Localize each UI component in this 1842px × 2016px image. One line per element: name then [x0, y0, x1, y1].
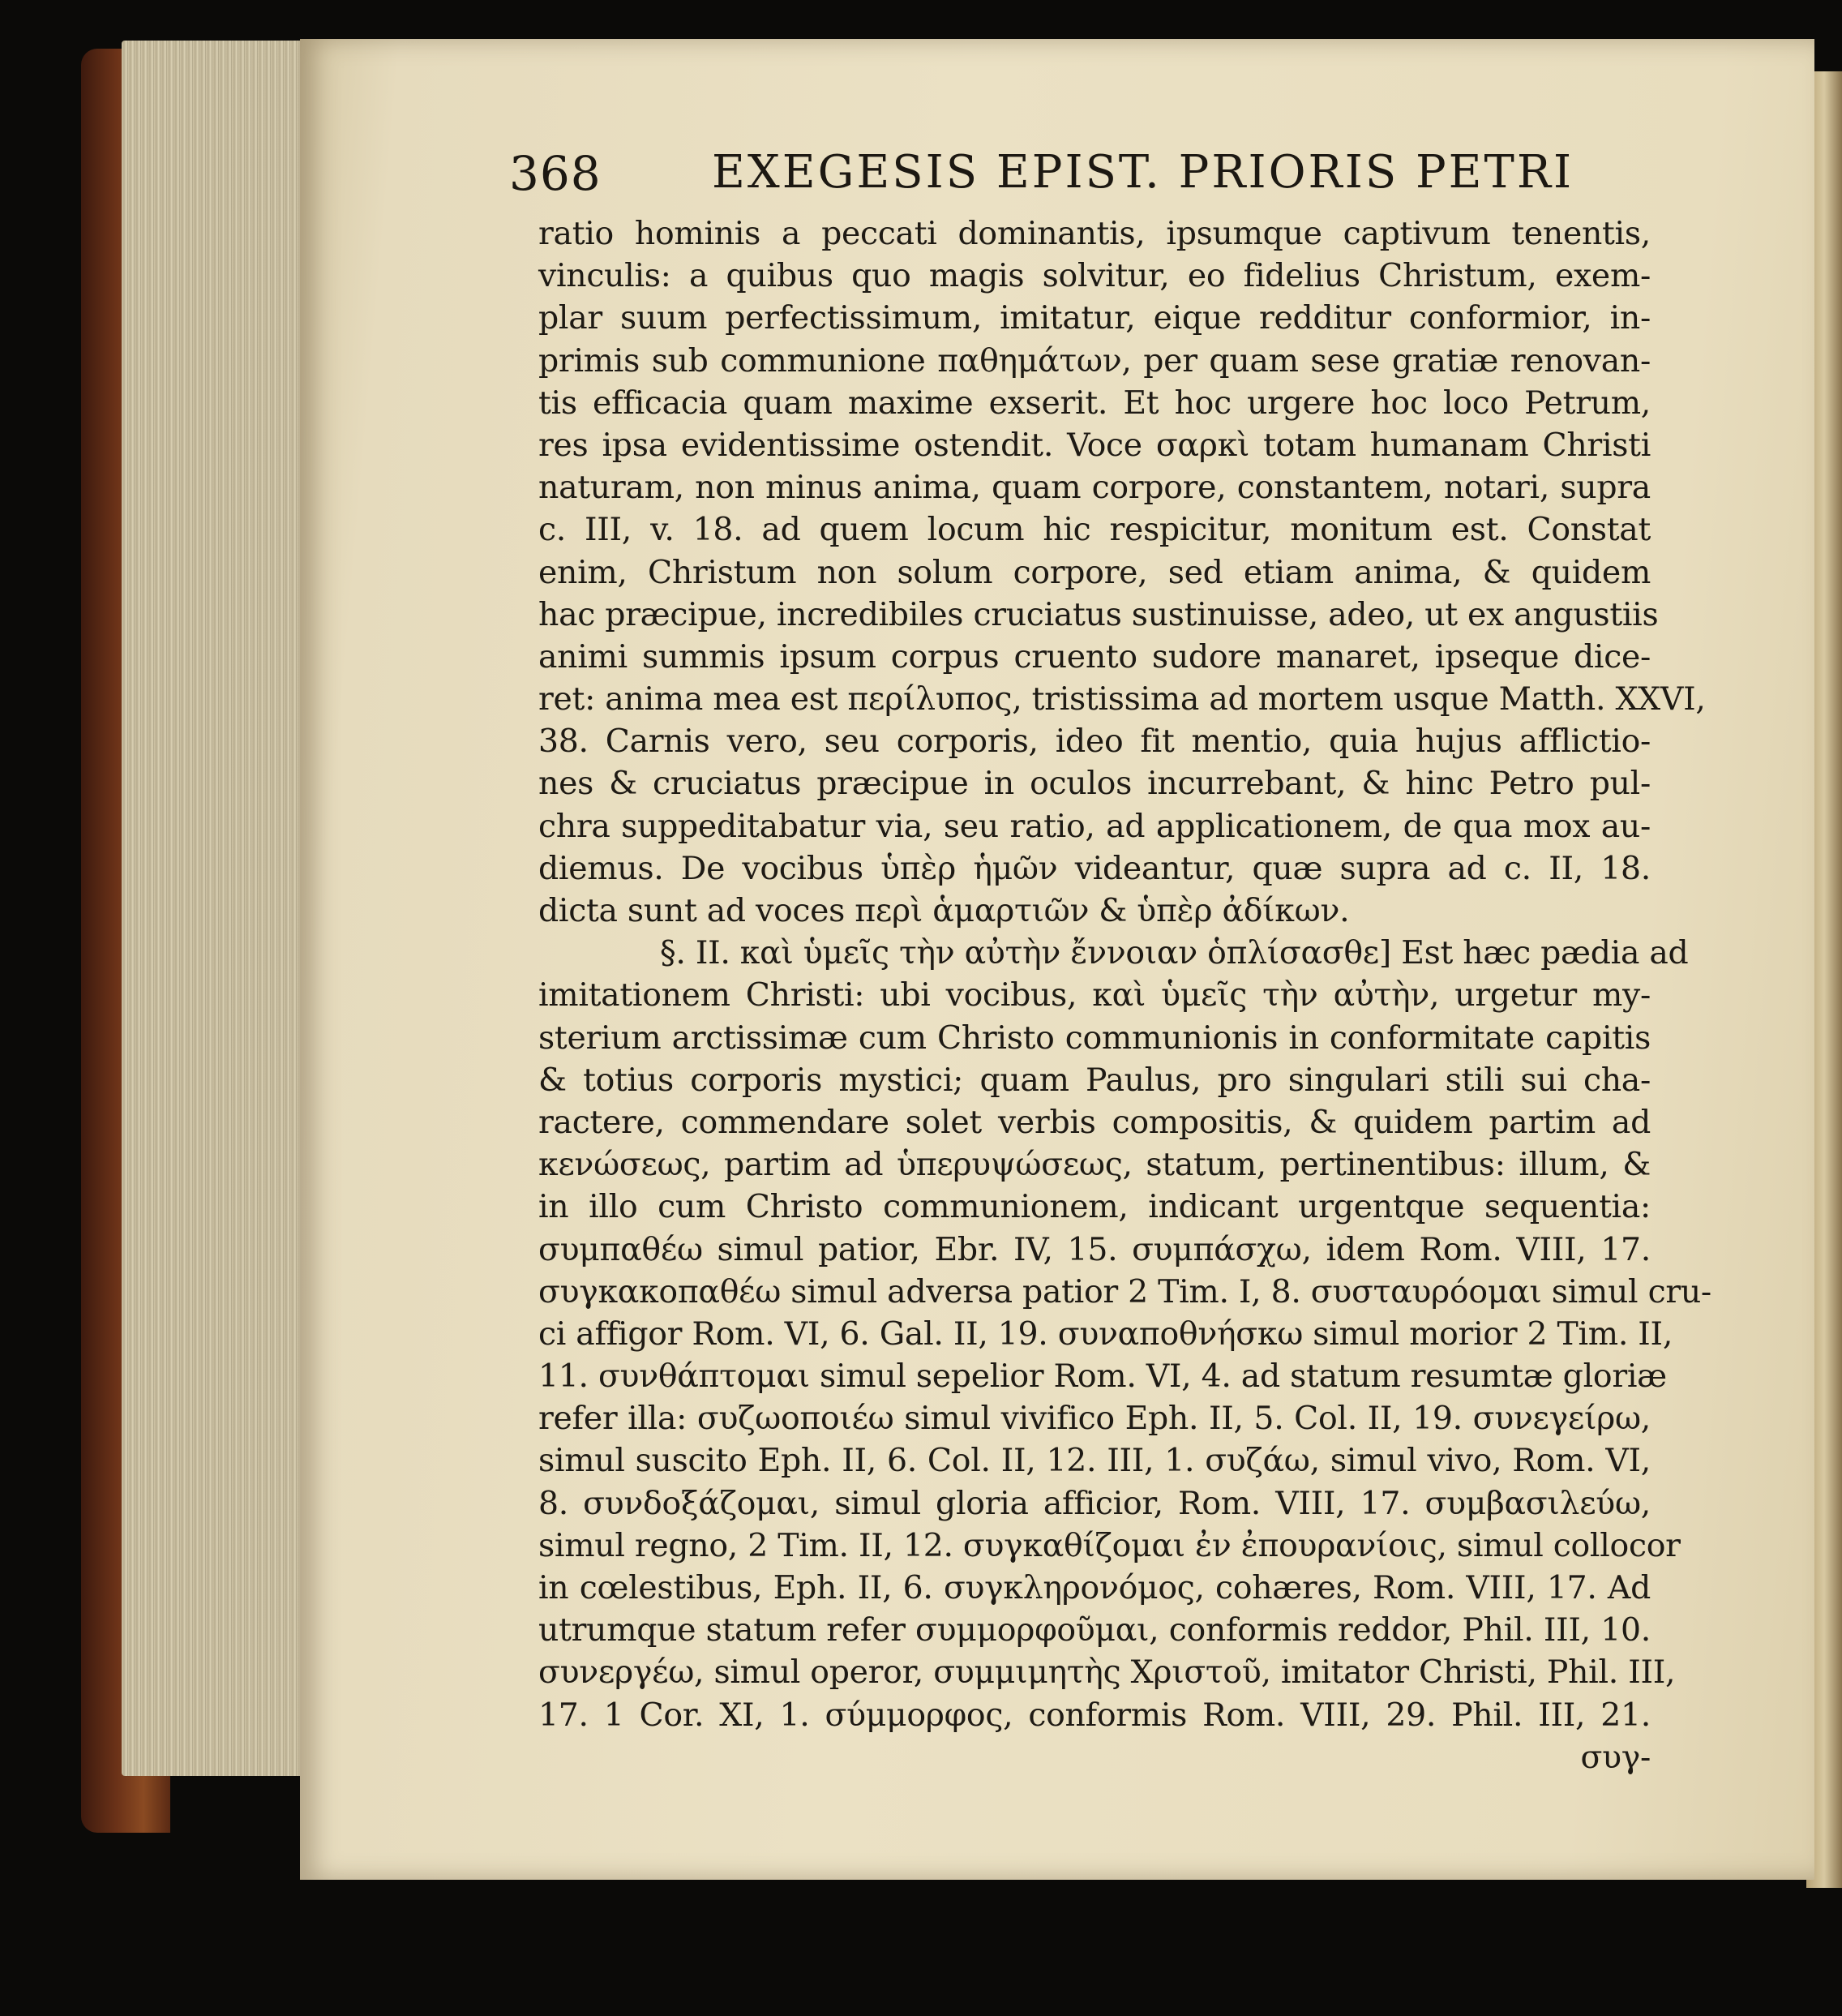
- text-line: συμπαθέω simul patior, Ebr. IV, 15. συμπάσχω, idem Rom. VIII, 17.: [538, 1230, 1651, 1268]
- text-line: c. III, v. 18. ad quem locum hic respicitur, monitum est. Constat: [538, 511, 1651, 549]
- text-line: tis efficacia quam maxime exserit. Et hoc urgere hoc loco Petrum,: [538, 384, 1651, 422]
- text-line: simul regno, 2 Tim. II, 12. συγκαθίζομαι ἐν ἐπουρανίοις, simul collocor: [538, 1526, 1681, 1564]
- body-text: [538, 212, 1711, 1778]
- text-line: animi summis ipsum corpus cruento sudore manaret, ipseque dice-: [538, 637, 1651, 676]
- page-number: 368: [509, 146, 602, 201]
- text-line: κενώσεως, partim ad ὑπερυψώσεως, statum, pertinentibus: illum, &: [538, 1146, 1651, 1184]
- text-line: ratio hominis a peccati dominantis, ipsumque captivum tenentis,: [538, 215, 1651, 252]
- section-start-line: §. II. καὶ ὑμεῖς τὴν αὐτὴν ἔννοιαν ὁπλίσασθε] Est hæc pædia ad: [660, 934, 1689, 972]
- text-line: in illo cum Christo communionem, indicant urgentque sequentia:: [538, 1188, 1651, 1226]
- text-line: simul suscito Eph. II, 6. Col. II, 12. III, 1. συζάω, simul vivo, Rom. VI,: [538, 1442, 1651, 1480]
- catchword: συγ-: [1580, 1738, 1651, 1776]
- page-edges: [122, 41, 316, 1776]
- text-line: imitationem Christi: ubi vocibus, καὶ ὑμεῖς τὴν αὐτὴν, urgetur my-: [538, 976, 1651, 1014]
- text-line: ret: anima mea est περίλυπος, tristissima ad mortem usque Matth. XXVI,: [538, 680, 1706, 718]
- text-line: enim, Christum non solum corpore, sed etiam anima, & quidem: [538, 553, 1651, 591]
- text-line: 38. Carnis vero, seu corporis, ideo fit mentio, quia hujus afflictio-: [538, 723, 1651, 761]
- text-line: naturam, non minus anima, quam corpore, constantem, notari, supra: [538, 469, 1651, 507]
- text-line: 11. συνθάπτομαι simul sepelior Rom. VI, 4. ad statum resumtæ gloriæ: [538, 1358, 1667, 1396]
- text-line: res ipsa evidentissime ostendit. Voce σαρκὶ totam humanam Christi: [538, 426, 1651, 464]
- text-line: hac præcipue, incredibiles cruciatus sustinuisse, adeo, ut ex angustiis: [538, 595, 1659, 633]
- text-line: nes & cruciatus præcipue in oculos incurrebant, & hinc Petro pul-: [538, 765, 1651, 803]
- text-line: in cœlestibus, Eph. II, 6. συγκληρονόμος, cohæres, Rom. VIII, 17. Ad: [538, 1569, 1651, 1606]
- text-line: & totius corporis mystici; quam Paulus, pro singulari stili sui cha-: [538, 1061, 1651, 1099]
- page-header: [509, 146, 1628, 211]
- text-line: vinculis: a quibus quo magis solvitur, eo fidelius Christum, exem-: [538, 257, 1651, 295]
- text-line: dicta sunt ad voces περὶ ἁμαρτιῶν & ὑπὲρ ἀδίκων.: [538, 892, 1350, 929]
- text-line: ractere, commendare solet verbis compositis, & quidem partim ad: [538, 1103, 1651, 1141]
- text-line: primis sub communione παθημάτων, per quam sese gratiæ renovan-: [538, 341, 1651, 380]
- text-line: chra suppeditabatur via, seu ratio, ad applicationem, de qua mox au-: [538, 807, 1651, 845]
- text-line: συνεργέω, simul operor, συμμιμητὴς Χριστοῦ, imitator Christi, Phil. III,: [538, 1654, 1676, 1692]
- text-line: refer illa: συζωοποιέω simul vivifico Eph. II, 5. Col. II, 19. συνεγείρω,: [538, 1400, 1651, 1438]
- text-line: diemus. De vocibus ὑπὲρ ἡμῶν videantur, quæ supra ad c. II, 18.: [538, 849, 1651, 887]
- text-line: sterium arctissimæ cum Christo communionis in conformitate capitis: [538, 1019, 1651, 1057]
- text-line: συγκακοπαθέω simul adversa patior 2 Tim. I, 8. συσταυρόομαι simul cru-: [538, 1272, 1711, 1310]
- running-head: EXEGESIS EPIST. PRIORIS PETRI: [712, 146, 1574, 199]
- text-line: plar suum perfectissimum, imitatur, eique redditur conformior, in-: [538, 299, 1651, 337]
- text-line: 8. συνδοξάζομαι, simul gloria afficior, Rom. VIII, 17. συμβασιλεύω,: [538, 1484, 1651, 1522]
- text-line: utrumque statum refer συμμορφοῦμαι, conformis reddor, Phil. III, 10.: [538, 1611, 1651, 1649]
- text-line: 17. 1 Cor. XI, 1. σύμμορφος, conformis Rom. VIII, 29. Phil. III, 21.: [538, 1696, 1651, 1734]
- text-line: ci affigor Rom. VI, 6. Gal. II, 19. συναποθνήσκω simul morior 2 Tim. II,: [538, 1315, 1673, 1353]
